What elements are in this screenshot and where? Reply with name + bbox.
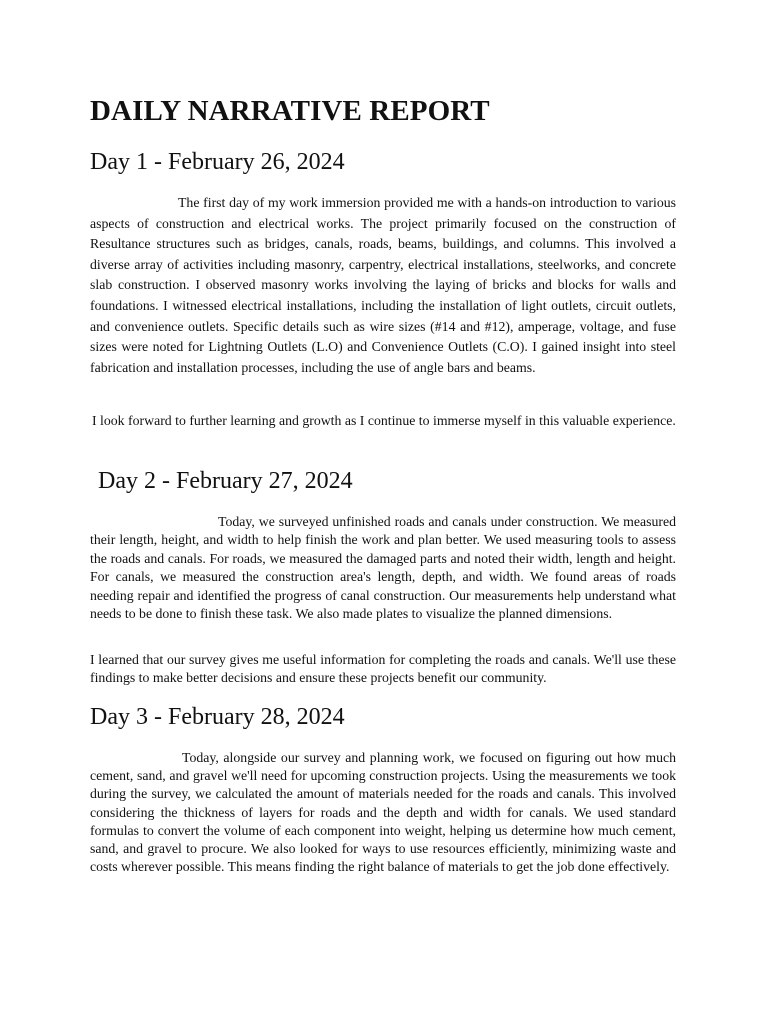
day-2-paragraph-1: Today, we surveyed unfinished roads and canals under construction. We measured their length, height, and width to help finish the work and plan better. We used measuring tools to assess the roads and canals. For roads, we measured the damaged parts and noted their width, length and height. For canals, we measured the construction area's length, depth, and width. We found areas of roads needing repair and identified the progress of canal construction. Our measurements help understand what needs to be done to finish these task. We also made plates to visualize the planned dimensions. (90, 514, 676, 622)
day-1-paragraph-1: The first day of my work immersion provided me with a hands-on introduction to various aspects of construction and electrical works. The project primarily focused on the construction of Resultance structures such as bridges, canals, roads, beams, buildings, and columns. This involved a diverse array of activities including masonry, carpentry, electrical installations, steelworks, and concrete slab construction. I observed masonry works involving the laying of bricks and blocks for walls and foundations. I witnessed electrical installations, including the installation of light outlets, circuit outlets, and convenience outlets. Specific details such as wire sizes (#14 and #12), amperage, voltage, and fuse sizes were noted for Lightning Outlets (L.O) and Convenience Outlets (C.O). I gained insight into steel fabrication and installation processes, including the use of angle bars and beams. (90, 195, 676, 375)
day-1-heading: Day 1 - February 26, 2024 (90, 149, 345, 175)
day-1-paragraph-2: I look forward to further learning and growth as I continue to immerse myself in this valuable experience. (92, 413, 676, 428)
day-3-paragraph-1: Today, alongside our survey and planning work, we focused on figuring out how much cement, sand, and gravel we'll need for upcoming construction projects. Using the measurements we took during the survey, we calculated the amount of materials needed for the roads and canals. This involved considering the thickness of layers for roads and the depth and width for canals. We used standard formulas to convert the volume of each component into weight, helping us determine how much cement, sand, and gravel to procure. We also looked for ways to use resources efficiently, minimizing waste and costs wherever possible. This means finding the right balance of materials to get the job done effectively. (90, 750, 676, 875)
day-3-heading: Day 3 - February 28, 2024 (90, 704, 345, 730)
report-title: DAILY NARRATIVE REPORT (90, 95, 490, 127)
day-2-heading: Day 2 - February 27, 2024 (98, 468, 353, 494)
day-2-paragraph-2: I learned that our survey gives me useful information for completing the roads and canals. We'll use these findings to make better decisions and ensure these projects benefit our community. (90, 652, 676, 686)
